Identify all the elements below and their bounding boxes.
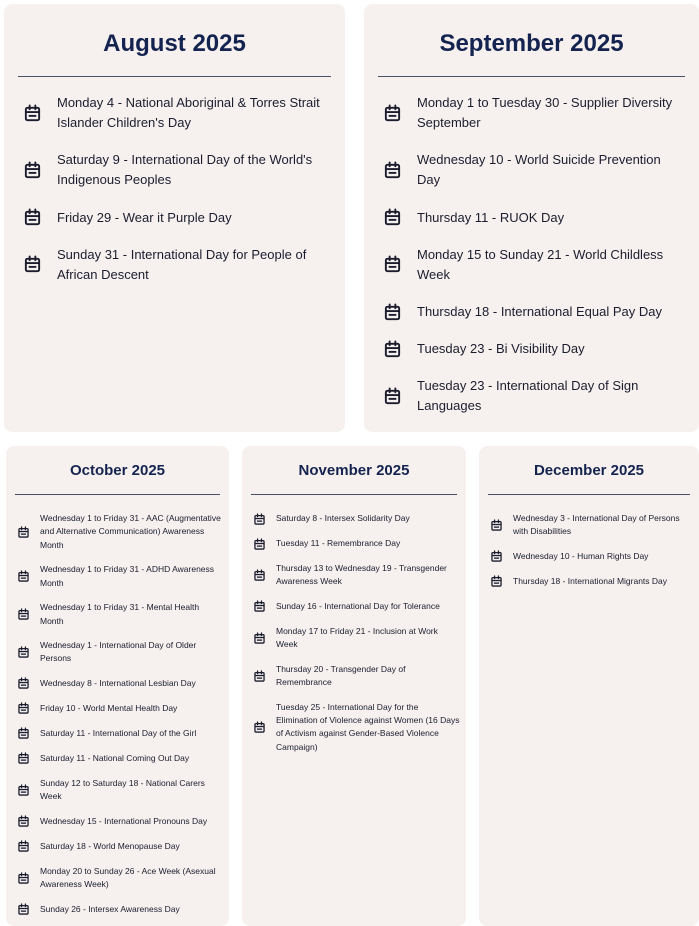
event-item [4, 245, 345, 285]
event-text: Saturday 9 - International Day of the World's Indigenous Peoples [57, 152, 313, 188]
event-text: Thursday 20 - Transgender Day of Remembrance [276, 663, 406, 688]
divider [378, 76, 685, 77]
calendar-icon [16, 702, 30, 715]
event-item [6, 639, 229, 666]
calendar-icon [252, 600, 266, 613]
event-item [364, 302, 699, 322]
event-text: Saturday 11 - National Coming Out Day [40, 753, 190, 764]
event-text: Wednesday 10 - World Suicide Prevention Day [417, 152, 661, 188]
calendar-icon [382, 255, 402, 274]
event-item [242, 701, 466, 755]
calendar-icon [252, 721, 266, 734]
event-text: Sunday 26 - Intersex Awareness Day [40, 903, 180, 914]
event-text: Tuesday 25 - International Day for the Elimination of Violence against Women (16 Days of Activism against Gender-Based Violence Campaign) [276, 701, 460, 752]
event-item [6, 752, 229, 766]
event-item [242, 663, 466, 690]
event-item [6, 702, 229, 716]
month-card-october [6, 446, 229, 926]
event-text: Sunday 12 to Saturday 18 - National Carers Week [40, 777, 205, 802]
event-item [6, 902, 229, 916]
event-text: Saturday 8 - Intersex Solidarity Day [276, 513, 410, 524]
calendar-icon [16, 752, 30, 765]
event-text: Wednesday 8 - International Lesbian Day [40, 678, 196, 689]
event-item [479, 575, 699, 589]
calendar-icon [16, 677, 30, 690]
calendar-icon [382, 161, 402, 180]
event-item [6, 563, 229, 590]
event-item [6, 727, 229, 741]
month-card-november [242, 446, 466, 926]
month-card-september [364, 4, 699, 432]
event-item [6, 840, 229, 854]
calendar-icon [16, 570, 30, 583]
event-item [364, 93, 699, 133]
event-item [4, 150, 345, 190]
calendar-icon [382, 208, 402, 227]
calendar-icon [16, 727, 30, 740]
event-text: Thursday 11 - RUOK Day [417, 209, 565, 225]
event-item [6, 601, 229, 628]
event-item [364, 376, 699, 416]
event-item [242, 537, 466, 551]
calendar-icon [252, 513, 266, 526]
event-text: Monday 15 to Sunday 21 - World Childless Week [417, 246, 664, 282]
event-item [364, 339, 699, 359]
calendar-icon [16, 840, 30, 853]
event-item [364, 245, 699, 285]
event-text: Friday 10 - World Mental Health Day [40, 703, 178, 714]
month-title: December 2025 [533, 462, 645, 479]
calendar-icon [22, 255, 42, 274]
event-list [242, 512, 466, 754]
event-text: Monday 20 to Sunday 26 - Ace Week (Asexual Awareness Week) [40, 865, 216, 890]
event-item [364, 208, 699, 228]
event-text: Wednesday 1 - International Day of Older Persons [40, 639, 197, 664]
month-title: October 2025 [69, 462, 166, 479]
calendar-icon [22, 104, 42, 123]
event-item [4, 93, 345, 133]
event-text: Wednesday 3 - International Day of Persons with Disabilities [513, 513, 680, 537]
event-item [6, 777, 229, 804]
event-item [242, 625, 466, 652]
event-item [6, 865, 229, 892]
divider [15, 494, 220, 495]
event-item [242, 600, 466, 614]
month-title: November 2025 [298, 462, 410, 479]
calendar-icon [382, 303, 402, 322]
month-card-december [479, 446, 699, 926]
calendar-icon [16, 646, 30, 659]
calendar-icon [16, 526, 30, 539]
divider [251, 494, 457, 495]
calendar-icon [22, 208, 42, 227]
event-text: Monday 17 to Friday 21 - Inclusion at Work Week [276, 625, 438, 650]
event-text: Sunday 16 - International Day for Tolerance [276, 601, 440, 612]
event-item [479, 512, 699, 539]
event-item [242, 512, 466, 526]
calendar-icon [16, 903, 30, 916]
calendar-icon [489, 575, 503, 588]
calendar-icon [382, 104, 402, 123]
event-text: Wednesday 15 - International Pronouns Day [40, 815, 208, 826]
calendar-icon [22, 161, 42, 180]
event-item [6, 677, 229, 691]
calendar-icon [252, 569, 266, 582]
calendar-icon [16, 815, 30, 828]
event-item [242, 562, 466, 589]
event-text: Wednesday 1 to Friday 31 - Mental Health Month [40, 602, 200, 626]
calendar-icon [16, 608, 30, 621]
divider [18, 76, 331, 77]
event-text: Wednesday 1 to Friday 31 - AAC (Augmentative and Alternative Communication) Awareness Month [40, 513, 221, 550]
month-title: September 2025 [439, 30, 624, 57]
calendar-icon [382, 340, 402, 359]
event-text: Sunday 31 - International Day for People of African Descent [57, 246, 307, 282]
event-list [4, 93, 345, 285]
event-item [6, 815, 229, 829]
calendar-icon [252, 670, 266, 683]
event-text: Thursday 18 - International Migrants Day [513, 576, 668, 587]
event-text: Thursday 18 - International Equal Pay Day [417, 303, 662, 319]
event-item [479, 550, 699, 564]
month-card-august [4, 4, 345, 432]
event-text: Monday 4 - National Aboriginal & Torres Strait Islander Children's Day [57, 95, 320, 131]
event-text: Saturday 18 - World Menopause Day [40, 840, 180, 851]
event-text: Friday 29 - Wear it Purple Day [57, 209, 232, 225]
calendar-icon [382, 387, 402, 406]
event-item [6, 512, 229, 552]
month-title: August 2025 [103, 30, 246, 57]
calendar-icon [252, 632, 266, 645]
event-text: Wednesday 1 to Friday 31 - ADHD Awareness Month [40, 564, 215, 588]
event-item [4, 208, 345, 228]
event-text: Tuesday 11 - Remembrance Day [276, 538, 401, 549]
event-text: Monday 1 to Tuesday 30 - Supplier Diversity September [417, 95, 673, 131]
divider [488, 494, 690, 495]
event-text: Saturday 11 - International Day of the Girl [40, 728, 197, 739]
calendar-icon [252, 538, 266, 551]
event-list [364, 93, 699, 417]
calendar-icon [16, 872, 30, 885]
calendar-icon [489, 550, 503, 563]
calendar-icon [489, 519, 503, 532]
event-text: Tuesday 23 - International Day of Sign Languages [417, 378, 639, 414]
event-list [6, 512, 229, 916]
event-item [364, 150, 699, 190]
event-text: Wednesday 10 - Human Rights Day [513, 551, 649, 562]
event-text: Thursday 13 to Wednesday 19 - Transgender Awareness Week [276, 563, 447, 587]
event-list [479, 512, 699, 589]
event-text: Tuesday 23 - Bi Visibility Day [417, 341, 585, 357]
calendar-icon [16, 784, 30, 797]
